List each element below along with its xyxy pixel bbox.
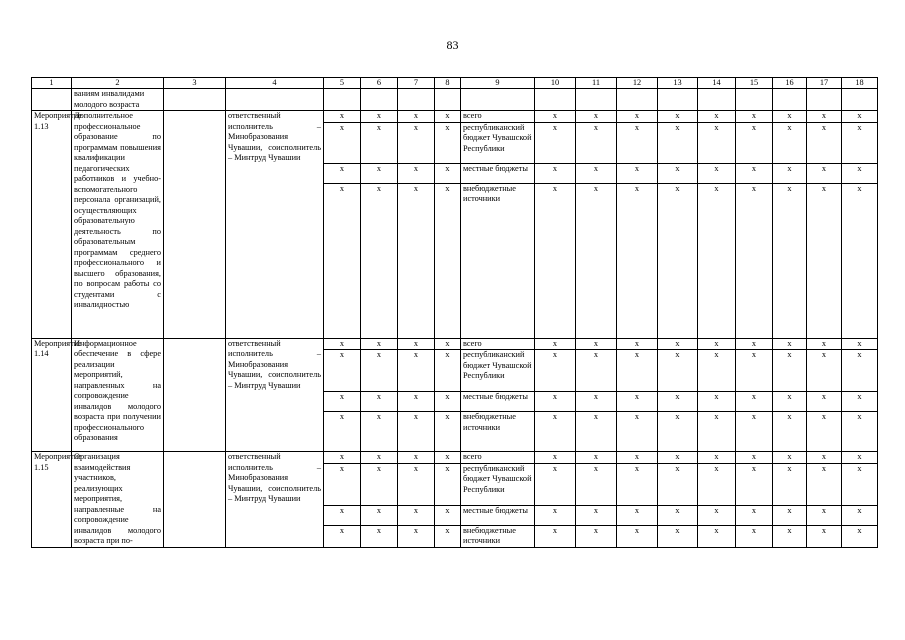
mark-cell: х	[617, 412, 658, 452]
mark-cell: х	[324, 412, 361, 452]
mark-cell: х	[807, 463, 842, 505]
mark-cell: х	[773, 463, 807, 505]
mark-cell: х	[773, 111, 807, 123]
mark-cell: х	[324, 350, 361, 392]
column-number-10: 10	[535, 78, 576, 89]
mark-cell: х	[398, 463, 435, 505]
column-number-14: 14	[698, 78, 736, 89]
mark-cell: х	[807, 111, 842, 123]
mark-cell: х	[698, 350, 736, 392]
table-row	[32, 111, 878, 123]
funding-source: всего	[461, 452, 535, 464]
funding-source: всего	[461, 338, 535, 350]
mark-cell: х	[535, 122, 576, 163]
funding-source: внебюджетные источники	[461, 183, 535, 338]
mark-cell: х	[361, 111, 398, 123]
mark-cell: х	[535, 412, 576, 452]
measure-name: Мероприятие 1.14	[32, 338, 72, 452]
mark-cell: х	[435, 350, 461, 392]
mark-cell: х	[807, 505, 842, 525]
mark-cell: х	[807, 452, 842, 464]
mark-cell: х	[842, 122, 878, 163]
mark-cell: х	[324, 525, 361, 547]
mark-cell: х	[398, 392, 435, 412]
mark-cell: х	[435, 338, 461, 350]
mark-cell: х	[617, 505, 658, 525]
mark-cell: х	[736, 163, 773, 183]
mark-cell: х	[698, 505, 736, 525]
mark-cell: х	[736, 452, 773, 464]
mark-cell: х	[807, 392, 842, 412]
mark-cell: х	[773, 505, 807, 525]
table-row	[32, 338, 878, 350]
mark-cell: х	[842, 463, 878, 505]
column-number-7: 7	[398, 78, 435, 89]
mark-cell: х	[773, 338, 807, 350]
mark-cell: х	[535, 505, 576, 525]
funding-source: республиканский бюджет Чувашской Республики	[461, 350, 535, 392]
mark-cell: х	[617, 163, 658, 183]
mark-cell: х	[576, 122, 617, 163]
column-number-3: 3	[164, 78, 226, 89]
funding-source: внебюджетные источники	[461, 525, 535, 547]
mark-cell: х	[842, 183, 878, 338]
mark-cell: х	[698, 463, 736, 505]
mark-cell: х	[773, 122, 807, 163]
mark-cell: х	[617, 525, 658, 547]
mark-cell: х	[324, 183, 361, 338]
mark-cell: х	[842, 505, 878, 525]
mark-cell: х	[535, 392, 576, 412]
program-table	[31, 77, 878, 548]
table-row	[32, 452, 878, 464]
mark-cell: х	[435, 111, 461, 123]
mark-cell: х	[398, 111, 435, 123]
mark-cell: х	[807, 525, 842, 547]
mark-cell: х	[842, 525, 878, 547]
mark-cell: х	[842, 412, 878, 452]
mark-cell: х	[617, 122, 658, 163]
mark-cell: х	[324, 338, 361, 350]
column-number-1: 1	[32, 78, 72, 89]
column-number-9: 9	[461, 78, 535, 89]
mark-cell: х	[535, 111, 576, 123]
column-number-17: 17	[807, 78, 842, 89]
mark-cell: х	[435, 452, 461, 464]
mark-cell: х	[398, 350, 435, 392]
mark-cell: х	[773, 412, 807, 452]
measure-name: Мероприятие 1.15	[32, 452, 72, 548]
mark-cell: х	[658, 505, 698, 525]
mark-cell: х	[361, 452, 398, 464]
mark-cell: х	[773, 350, 807, 392]
mark-cell: х	[842, 338, 878, 350]
mark-cell: х	[398, 122, 435, 163]
mark-cell: х	[535, 525, 576, 547]
measure-description: Информационное обеспечение в сфере реализации мероприятий, направленных на сопровождение инвалидов молодого возраста при получении профессионального образования	[72, 338, 164, 452]
mark-cell: х	[535, 163, 576, 183]
mark-cell: х	[535, 350, 576, 392]
mark-cell: х	[535, 463, 576, 505]
mark-cell: х	[842, 163, 878, 183]
mark-cell: х	[658, 183, 698, 338]
measure-description: Дополнительное профессиональное образование по программам повышения квалификации педагогических работников и учебно-вспомогательного персонала организаций, осуществляющих образовательную деятельность по образовательным программам среднего профессионального и высшего образования, по вопросам работы со студентами с инвалидностью	[72, 111, 164, 339]
mark-cell: х	[576, 183, 617, 338]
mark-cell: х	[576, 350, 617, 392]
mark-cell: х	[698, 338, 736, 350]
mark-cell: х	[435, 122, 461, 163]
mark-cell: х	[698, 122, 736, 163]
funding-source: местные бюджеты	[461, 163, 535, 183]
mark-cell: х	[435, 392, 461, 412]
mark-cell: х	[361, 338, 398, 350]
mark-cell: х	[324, 163, 361, 183]
mark-cell: х	[842, 350, 878, 392]
mark-cell: х	[617, 452, 658, 464]
mark-cell: х	[324, 111, 361, 123]
funding-source: республиканский бюджет Чувашской Республики	[461, 122, 535, 163]
mark-cell: х	[736, 412, 773, 452]
column-number-13: 13	[658, 78, 698, 89]
mark-cell: х	[658, 111, 698, 123]
mark-cell: х	[658, 122, 698, 163]
mark-cell: х	[361, 350, 398, 392]
mark-cell: х	[324, 463, 361, 505]
mark-cell: х	[576, 452, 617, 464]
mark-cell: х	[576, 463, 617, 505]
mark-cell: х	[617, 183, 658, 338]
mark-cell: х	[658, 525, 698, 547]
mark-cell: х	[842, 452, 878, 464]
mark-cell: х	[736, 338, 773, 350]
mark-cell: х	[435, 163, 461, 183]
mark-cell: х	[576, 525, 617, 547]
mark-cell: х	[361, 412, 398, 452]
continuation-text: ваниям инвалидами молодого возраста	[72, 89, 164, 111]
mark-cell: х	[698, 452, 736, 464]
mark-cell: х	[435, 505, 461, 525]
mark-cell: х	[698, 163, 736, 183]
measure-description: Организация взаимодействия участников, реализующих мероприятия, направленные на сопровождение инвалидов молодого возраста при по-	[72, 452, 164, 548]
column-number-4: 4	[226, 78, 324, 89]
mark-cell: х	[617, 350, 658, 392]
mark-cell: х	[658, 163, 698, 183]
header-row	[32, 78, 878, 89]
mark-cell: х	[617, 338, 658, 350]
mark-cell: х	[658, 452, 698, 464]
mark-cell: х	[361, 392, 398, 412]
mark-cell: х	[576, 163, 617, 183]
empty-cell	[164, 111, 226, 339]
column-number-5: 5	[324, 78, 361, 89]
empty-cell	[164, 452, 226, 548]
mark-cell: х	[435, 183, 461, 338]
mark-cell: х	[435, 412, 461, 452]
column-number-16: 16	[773, 78, 807, 89]
mark-cell: х	[736, 122, 773, 163]
mark-cell: х	[698, 525, 736, 547]
mark-cell: х	[658, 338, 698, 350]
mark-cell: х	[324, 122, 361, 163]
mark-cell: х	[736, 350, 773, 392]
mark-cell: х	[807, 350, 842, 392]
mark-cell: х	[658, 350, 698, 392]
mark-cell: х	[398, 163, 435, 183]
mark-cell: х	[617, 392, 658, 412]
mark-cell: х	[698, 412, 736, 452]
mark-cell: х	[398, 183, 435, 338]
mark-cell: х	[658, 463, 698, 505]
mark-cell: х	[535, 338, 576, 350]
mark-cell: х	[398, 505, 435, 525]
funding-source: местные бюджеты	[461, 392, 535, 412]
mark-cell: х	[736, 505, 773, 525]
mark-cell: х	[773, 392, 807, 412]
funding-source: всего	[461, 111, 535, 123]
measure-executor: ответственный исполнитель – Минобразования Чувашии, соисполнитель – Минтруд Чувашии	[226, 338, 324, 452]
funding-source: местные бюджеты	[461, 505, 535, 525]
mark-cell: х	[773, 163, 807, 183]
mark-cell: х	[807, 163, 842, 183]
mark-cell: х	[361, 163, 398, 183]
mark-cell: х	[576, 392, 617, 412]
mark-cell: х	[736, 525, 773, 547]
mark-cell: х	[807, 412, 842, 452]
column-number-6: 6	[361, 78, 398, 89]
mark-cell: х	[617, 463, 658, 505]
mark-cell: х	[773, 183, 807, 338]
mark-cell: х	[535, 452, 576, 464]
mark-cell: х	[807, 183, 842, 338]
measure-executor: ответственный исполнитель – Минобразования Чувашии, соисполнитель – Минтруд Чувашии	[226, 111, 324, 339]
mark-cell: х	[361, 525, 398, 547]
mark-cell: х	[736, 183, 773, 338]
measure-executor: ответственный исполнитель – Минобразования Чувашии, соисполнитель – Минтруд Чувашии	[226, 452, 324, 548]
mark-cell: х	[324, 452, 361, 464]
column-number-8: 8	[435, 78, 461, 89]
mark-cell: х	[435, 525, 461, 547]
column-number-12: 12	[617, 78, 658, 89]
mark-cell: х	[361, 183, 398, 338]
mark-cell: х	[736, 463, 773, 505]
mark-cell: х	[361, 463, 398, 505]
mark-cell: х	[398, 525, 435, 547]
mark-cell: х	[324, 505, 361, 525]
mark-cell: х	[576, 338, 617, 350]
mark-cell: х	[736, 392, 773, 412]
mark-cell: х	[698, 111, 736, 123]
mark-cell: х	[698, 392, 736, 412]
mark-cell: х	[361, 505, 398, 525]
mark-cell: х	[842, 111, 878, 123]
mark-cell: х	[617, 111, 658, 123]
mark-cell: х	[535, 183, 576, 338]
mark-cell: х	[324, 392, 361, 412]
mark-cell: х	[361, 122, 398, 163]
mark-cell: х	[698, 183, 736, 338]
column-number-18: 18	[842, 78, 878, 89]
mark-cell: х	[398, 338, 435, 350]
mark-cell: х	[576, 111, 617, 123]
empty-cell	[164, 338, 226, 452]
mark-cell: х	[576, 412, 617, 452]
mark-cell: х	[398, 452, 435, 464]
mark-cell: х	[773, 452, 807, 464]
continuation-row	[32, 89, 878, 111]
mark-cell: х	[807, 122, 842, 163]
column-number-15: 15	[736, 78, 773, 89]
page-number: 83	[446, 38, 459, 52]
mark-cell: х	[773, 525, 807, 547]
mark-cell: х	[576, 505, 617, 525]
mark-cell: х	[435, 463, 461, 505]
measure-name: Мероприятие 1.13	[32, 111, 72, 339]
mark-cell: х	[398, 412, 435, 452]
funding-source: внебюджетные источники	[461, 412, 535, 452]
column-number-11: 11	[576, 78, 617, 89]
funding-source: республиканский бюджет Чувашской Республики	[461, 463, 535, 505]
mark-cell: х	[807, 338, 842, 350]
mark-cell: х	[842, 392, 878, 412]
mark-cell: х	[658, 392, 698, 412]
mark-cell: х	[736, 111, 773, 123]
mark-cell: х	[658, 412, 698, 452]
column-number-2: 2	[72, 78, 164, 89]
